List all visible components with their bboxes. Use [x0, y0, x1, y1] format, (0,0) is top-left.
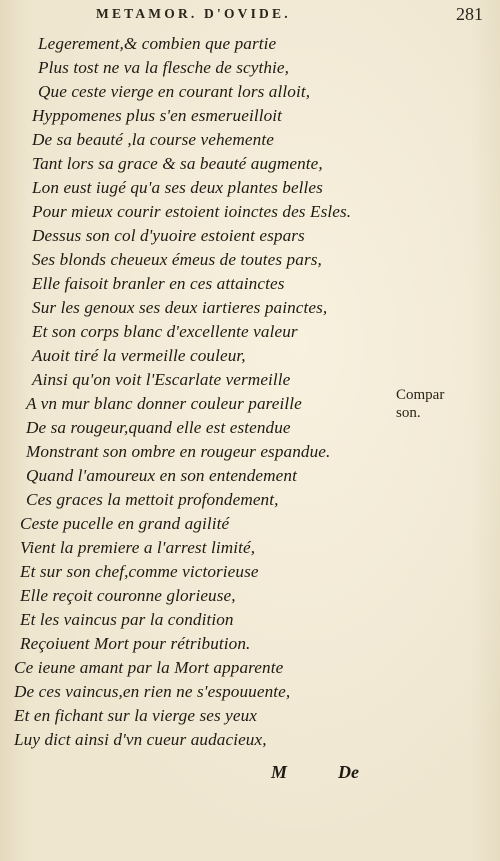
verse-line: De ces vaincus,en rien ne s'espouuente,: [14, 682, 291, 701]
verse-line: De sa beauté ,la course vehemente: [32, 130, 274, 149]
verse-line: Monstrant son ombre en rougeur espandue.: [26, 442, 331, 461]
verse-line: Hyppomenes plus s'en esmerueilloit: [32, 106, 283, 125]
verse-line: Sur les genoux ses deux iartieres painctes,: [32, 298, 328, 317]
verse-line: Et son corps blanc d'excellente valeur: [32, 322, 298, 341]
page-number: 281: [456, 4, 483, 24]
verse-line: Lon eust iugé qu'a ses deux plantes belles: [32, 178, 323, 197]
verse-line: Reçoiuent Mort pour rétribution.: [20, 634, 251, 653]
verse-line: Legerement,& combien que partie: [38, 34, 277, 53]
verse-line: Elle faisoit branler en ces attainctes: [32, 274, 285, 293]
verse-line: Et en fichant sur la vierge ses yeux: [14, 706, 258, 725]
verse-line: Auoit tiré la vermeille couleur,: [32, 346, 246, 365]
verse-line: Que ceste vierge en courant lors alloit,: [38, 82, 311, 101]
verse-line: Elle reçoit couronne glorieuse,: [20, 586, 236, 605]
verse-line: Et les vaincus par la condition: [20, 610, 234, 629]
verse-line: Plus tost ne va la flesche de scythie,: [38, 58, 290, 77]
signature-mark: M: [271, 762, 288, 782]
verse-line: Tant lors sa grace & sa beauté augmente,: [32, 154, 323, 173]
verse-line: Vient la premiere a l'arrest limité,: [20, 538, 256, 557]
verse-line: Ceste pucelle en grand agilité: [20, 514, 230, 533]
verse-line: Ces graces la mettoit profondement,: [26, 490, 279, 509]
verse-line: Ses blonds cheueux émeus de toutes pars,: [32, 250, 322, 269]
verse-line: Dessus son col d'yuoire estoient espars: [32, 226, 305, 245]
catchword: De: [338, 762, 359, 782]
margin-note-line: Compar: [396, 387, 445, 403]
verse-line: Et sur son chef,comme victorieuse: [20, 562, 259, 581]
verse-line: Luy dict ainsi d'vn cueur audacieux,: [14, 730, 267, 749]
verse-line: Quand l'amoureux en son entendement: [26, 466, 297, 485]
verse-line: Pour mieux courir estoient ioinctes des Esles.: [32, 202, 352, 221]
verse-line: De sa rougeur,quand elle est estendue: [26, 418, 291, 437]
verse-line: Ce ieune amant par la Mort apparente: [14, 658, 284, 677]
verse-line: A vn mur blanc donner couleur pareille: [26, 394, 302, 413]
margin-note-line: son.: [396, 405, 421, 421]
verse-line: Ainsi qu'on voit l'Escarlate vermeille: [32, 370, 291, 389]
running-title: METAMOR. D'OVIDE.: [96, 6, 291, 21]
margin-note: [396, 386, 444, 422]
